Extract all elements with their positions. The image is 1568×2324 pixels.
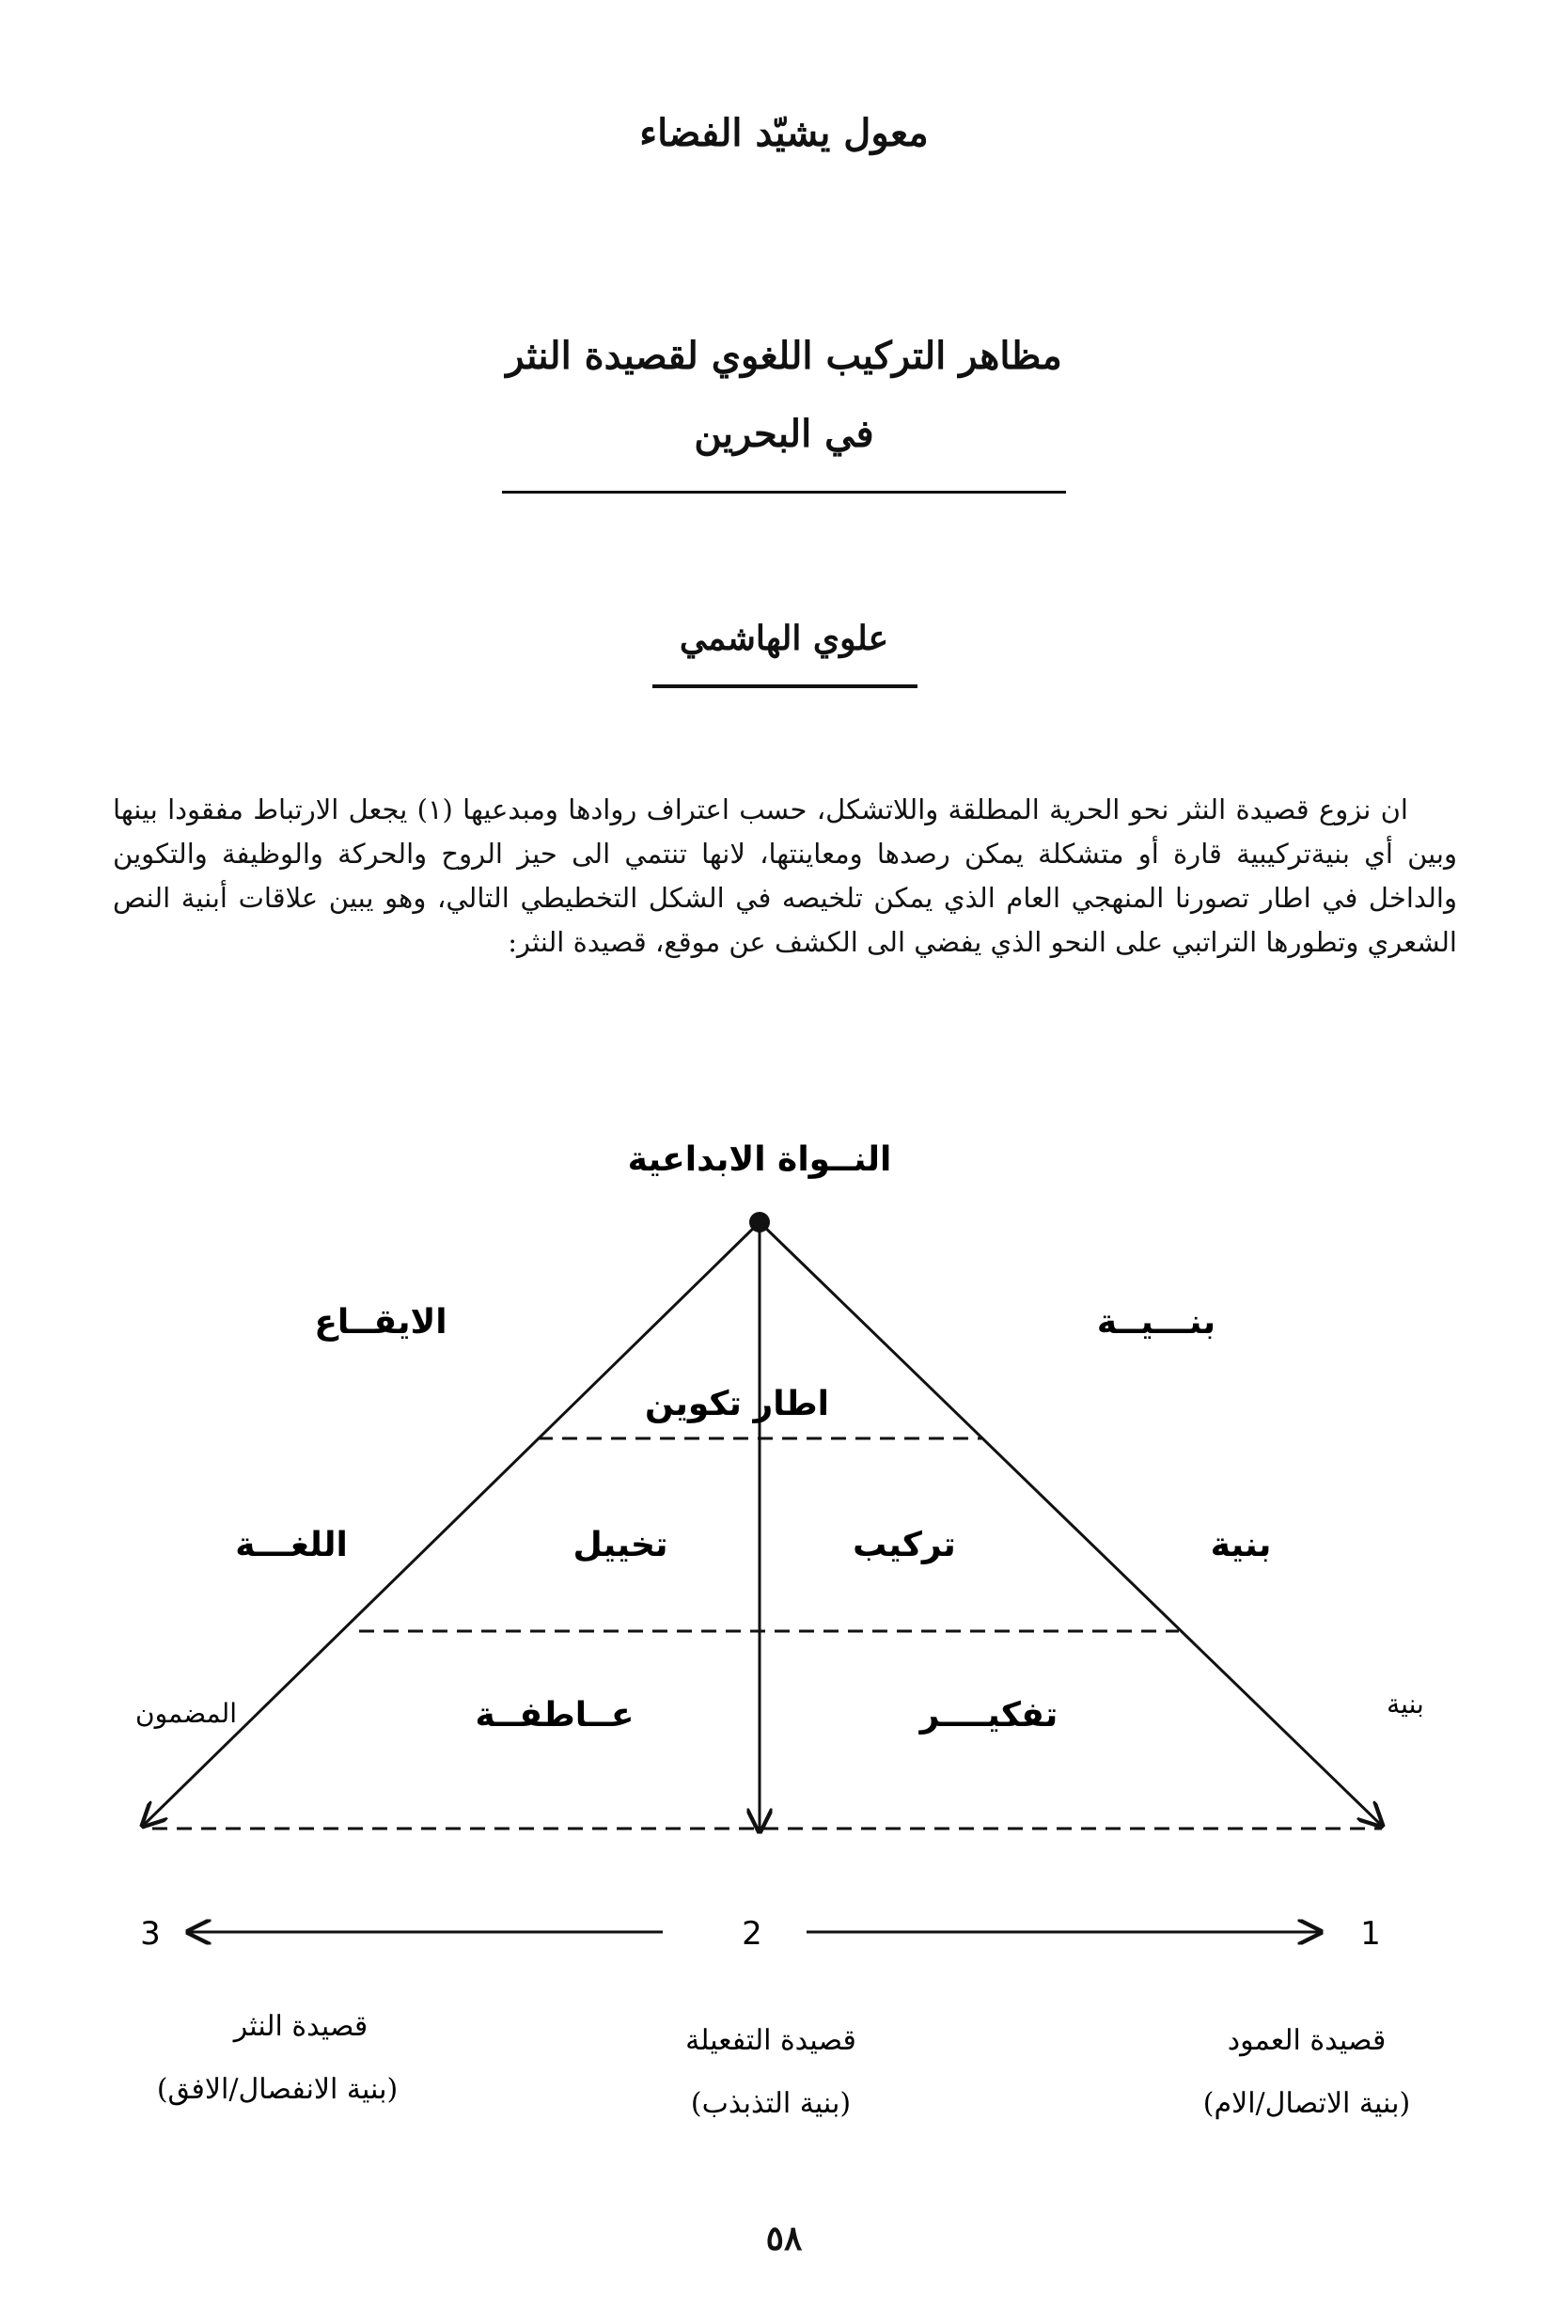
caption-desc-classical: (بنية الاتصال/الام) [1202, 2087, 1411, 2120]
label-emotion: عــاطفــة [475, 1696, 635, 1735]
label-structure-upper: بنـــيــة [1096, 1303, 1216, 1342]
author-name: علوي الهاشمي [679, 619, 889, 658]
article-title-line-2: في البحرين [694, 412, 874, 456]
caption-desc-tafila: (بنية التذبذب) [690, 2087, 852, 2120]
axis-number-3: 3 [140, 1915, 161, 1953]
caption-name-prose: قصيدة النثر [233, 2010, 368, 2043]
label-content: المضمون [135, 1698, 237, 1729]
label-imagination: تخييل [572, 1526, 668, 1564]
pyramid-left-edge [143, 1222, 760, 1826]
label-composition: تركيب [853, 1526, 956, 1564]
label-structure-mid: بنية [1210, 1526, 1272, 1564]
article-title-line-1: مظاهر التركيب اللغوي لقصيدة النثر [506, 334, 1062, 378]
label-structure-low: بنية [1387, 1688, 1424, 1719]
label-language: اللغـــة [235, 1526, 348, 1564]
pyramid-right-edge [760, 1222, 1382, 1826]
page-number: ٥٨ [765, 2219, 803, 2258]
caption-name-classical: قصيدة العمود [1227, 2024, 1387, 2057]
caption-name-tafila: قصيدة التفعيلة [685, 2024, 856, 2057]
pyramid-apex-dot [749, 1212, 770, 1233]
label-thinking: تفكيــــر [919, 1696, 1058, 1735]
label-rhythm: الايقــاع [314, 1303, 447, 1342]
label-formation-frame: اطار تكوين [645, 1385, 829, 1423]
running-header: معول يشيّد الفضاء [639, 111, 929, 155]
apex-label: النــواة الابداعية [627, 1140, 892, 1179]
caption-desc-prose: (بنية الانفصال/الافق) [156, 2073, 399, 2106]
axis-number-1: 1 [1360, 1915, 1381, 1953]
axis-number-2: 2 [742, 1915, 762, 1953]
body-paragraph: ان نزوع قصيدة النثر نحو الحرية المطلقة واللاتشكل، حسب اعتراف روادها ومبدعيها (١) يجعل الارتباط مفقودا بينها وبين أي بنيةتركيبية قارة أو متشكلة يمكن رصدها ومعاينتها، لانها تنتمي الى حيز الروح والحركة والوظيفة والتكوين والداخل في اطار تصورنا المنهجي العام الذي يمكن تلخيصه في الشكل التخطيطي التالي، وهو يبين علاقات أبنية النص الشعري وتطورها التراتبي على النحو الذي يفضي الى الكشف عن موقع، قصيدة النثر: [113, 793, 1457, 958]
